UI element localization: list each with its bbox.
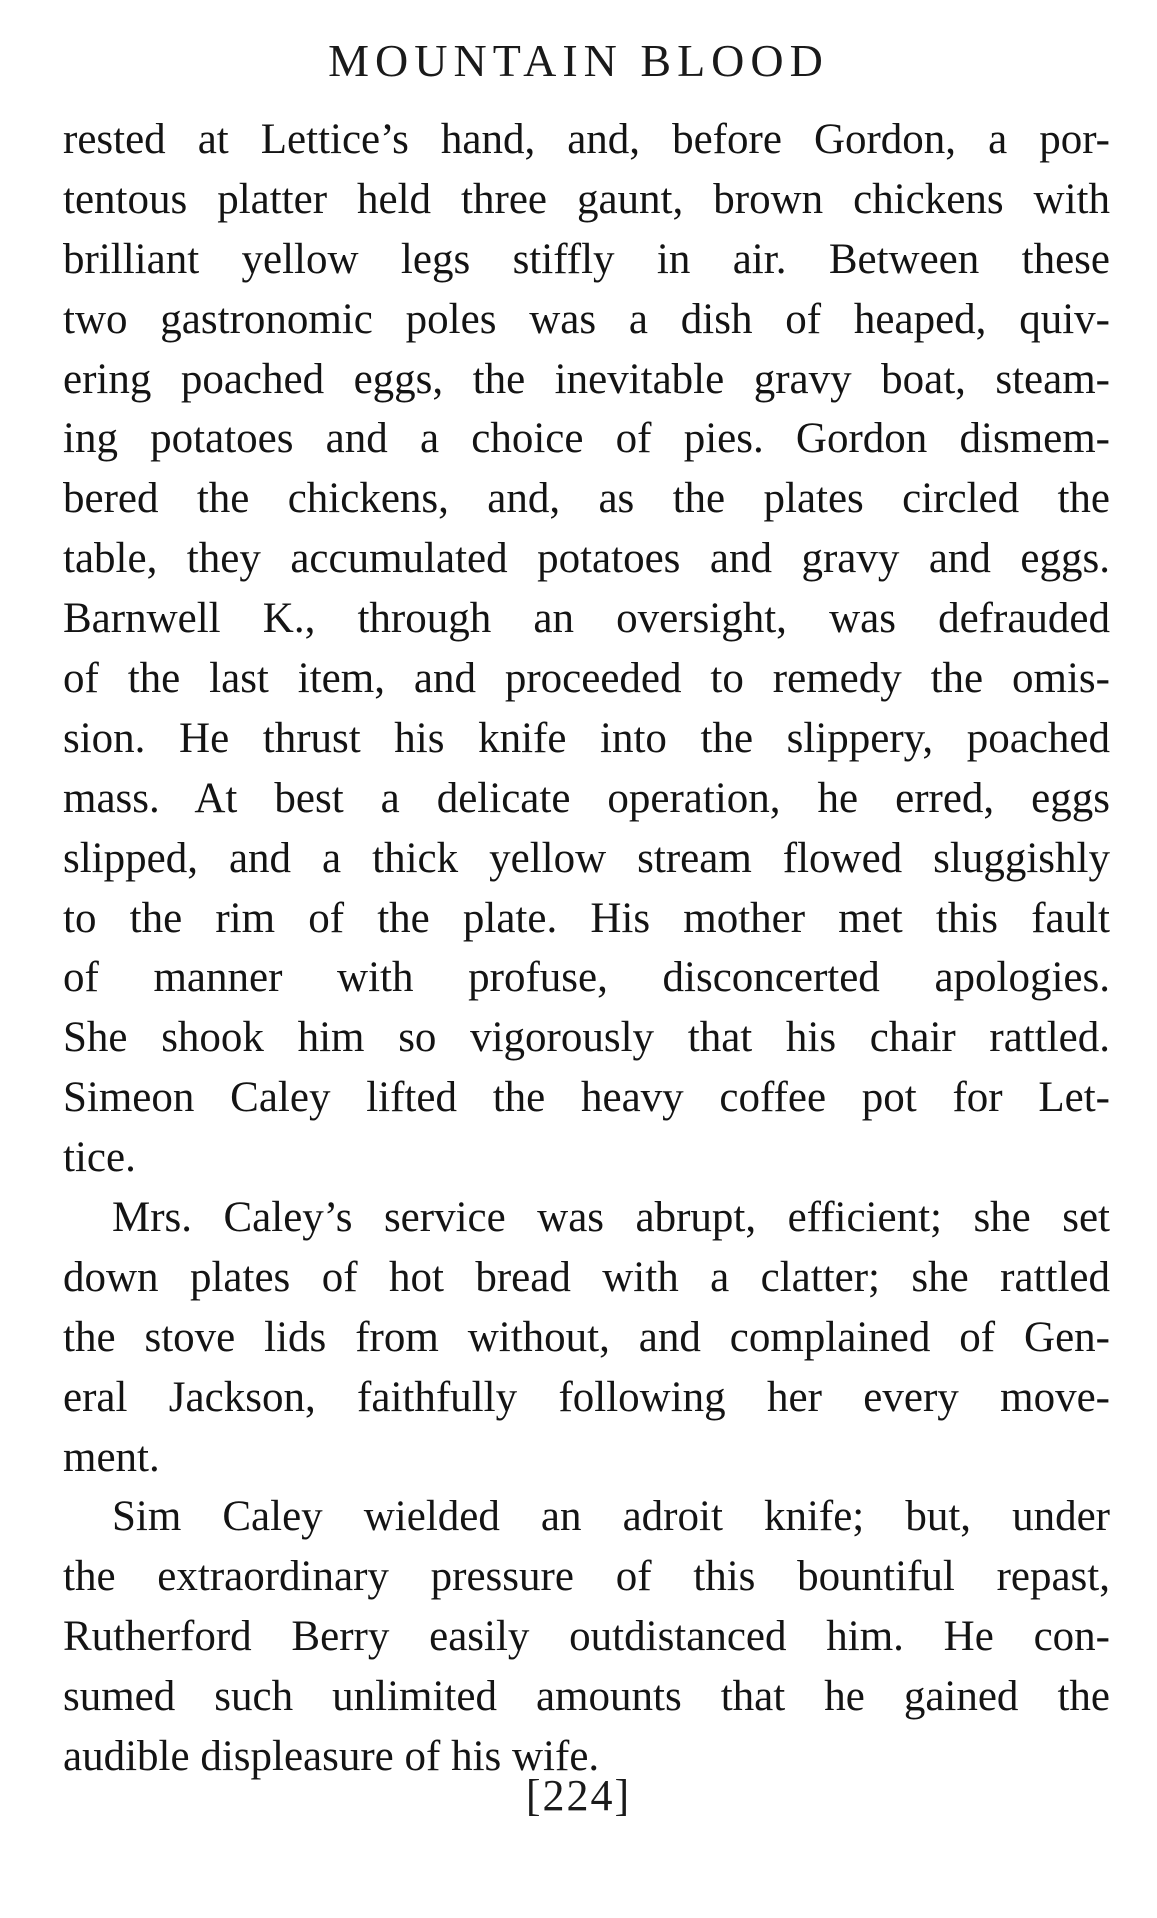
text-line: audible displeasure of his wife. <box>63 1733 600 1781</box>
text-line: Sim Caley wielded an adroit knife; but, under <box>112 1493 1110 1541</box>
running-head: MOUNTAIN BLOOD <box>328 35 829 86</box>
text-line: the stove lids from without, and complained of Gen- <box>63 1313 1110 1361</box>
text-line: of manner with profuse, disconcerted apologies. <box>63 954 1110 1002</box>
text-line: ing potatoes and a choice of pies. Gordon dismem- <box>63 415 1110 463</box>
text-line: down plates of hot bread with a clatter; she rattled <box>63 1253 1110 1301</box>
text-line: Barnwell K., through an oversight, was defrauded <box>63 595 1110 643</box>
text-line: to the rim of the plate. His mother met this fault <box>63 894 1110 942</box>
text-line: tice. <box>63 1134 136 1182</box>
text-line: brilliant yellow legs stiffly in air. Between these <box>63 235 1110 283</box>
text-line: table, they accumulated potatoes and gravy and eggs. <box>63 535 1110 583</box>
page-number: [224] <box>525 1771 632 1820</box>
text-line: tentous platter held three gaunt, brown chickens with <box>63 175 1110 223</box>
text-line: ment. <box>63 1433 160 1481</box>
paragraph <box>63 110 1110 1188</box>
text-line: ering poached eggs, the inevitable gravy boat, steam- <box>63 355 1110 403</box>
paragraph <box>63 1487 1110 1786</box>
text-line: slipped, and a thick yellow stream flowed sluggishly <box>63 834 1110 882</box>
text-line: the extraordinary pressure of this bountiful repast, <box>63 1553 1110 1601</box>
text-line: mass. At best a delicate operation, he erred, eggs <box>63 774 1110 822</box>
text-line: rested at Lettice’s hand, and, before Gordon, a por- <box>63 116 1110 163</box>
text-line: of the last item, and proceeded to remedy the omis- <box>63 655 1110 703</box>
text-line: eral Jackson, faithfully following her every move- <box>63 1373 1110 1421</box>
body-text <box>63 110 1110 1787</box>
text-line: Mrs. Caley’s service was abrupt, efficient; she set <box>112 1194 1110 1242</box>
text-line: sumed such unlimited amounts that he gained the <box>63 1673 1110 1721</box>
text-line: Simeon Caley lifted the heavy coffee pot for Let- <box>63 1074 1110 1122</box>
text-line: sion. He thrust his knife into the slippery, poached <box>63 714 1110 762</box>
text-line: bered the chickens, and, as the plates circled the <box>63 475 1110 523</box>
text-line: She shook him so vigorously that his chair rattled. <box>63 1014 1110 1062</box>
text-line: two gastronomic poles was a dish of heaped, quiv- <box>63 295 1110 343</box>
paragraph <box>63 1188 1110 1487</box>
text-line: Rutherford Berry easily outdistanced him. He con- <box>63 1613 1110 1661</box>
